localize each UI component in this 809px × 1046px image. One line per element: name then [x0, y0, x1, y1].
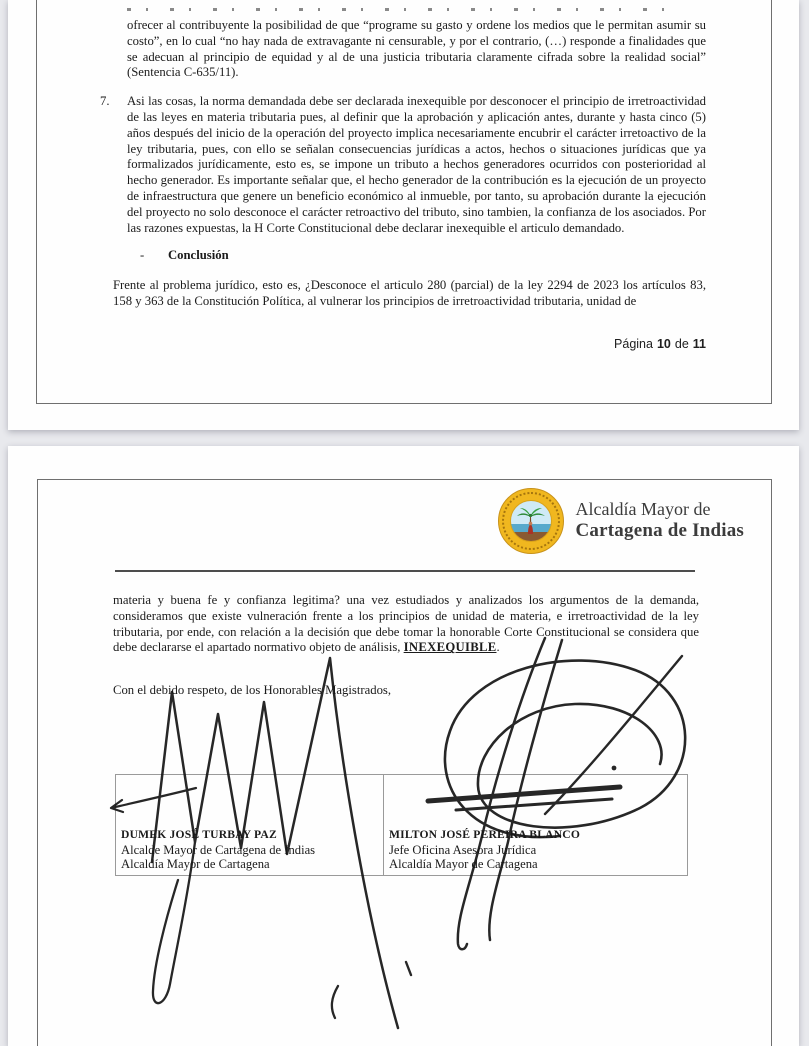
body-text-before: materia y buena fe y confianza legitima? una vez estudiados y analizados los argumentos de la demanda, consideramos que existe vulneración frente a los principios de unidad de materia, e irretroactividad de la ley tributaria, por ende, con relación a la decisión que debe tomar la honorable Corte Constitucional se considera que debe declararse el apartado normativo objeto de análisis,: [113, 593, 699, 655]
signatory-title: Alcalde Mayor de Cartagena de Indias: [121, 842, 316, 857]
body-paragraph: [113, 593, 699, 656]
body-text-after: .: [496, 640, 500, 655]
signatory-name: MILTON JOSÉ PEREIRA BLANCO: [389, 828, 581, 842]
seal-palm-illustration: [511, 501, 551, 541]
cartagena-seal-icon: [498, 488, 564, 554]
page-footer-label: Página: [614, 336, 653, 351]
cut-off-text-remnant: [127, 8, 666, 11]
seal-inner-scene: [510, 500, 552, 542]
signatory-name: DUMEK JOSÉ TURBAY PAZ: [121, 828, 277, 842]
frente-paragraph: Frente al problema jurídico, esto es, ¿Desconoce el articulo 280 (parcial) de la ley 2294 de 2023 los artículos 83, 158 y 363 de la Constitución Política, al vulnerar los principios de irretroactividad tributaria, unidad de: [113, 278, 706, 308]
conclusion-heading: [100, 248, 706, 264]
org-name-line2: Cartagena de Indias: [575, 520, 744, 542]
signatory-org: Alcaldía Mayor de Cartagena: [121, 857, 270, 872]
signatory-title: Jefe Oficina Asesora Jurídica: [389, 842, 537, 857]
org-name-line1: Alcaldía Mayor de: [575, 499, 711, 520]
current-page-number: 10: [656, 336, 671, 351]
signatory-cell-dumek: [116, 775, 383, 875]
numbered-item-7: [100, 94, 706, 236]
quote-paragraph: ofrecer al contribuyente la posibilidad de que “programe su gasto y ordene los medios que le permitan asumir su costo”, en lo cual “no hay nada de extravagante ni censurable, y por el contrario, (…) responde a finalidades que se adecuan al principio de equidad y al de una justicia tributaria claramente cifrada sobre la realidad social” (Sentencia C-635/11).: [127, 18, 706, 80]
org-name: [576, 499, 744, 543]
page-11-content: [100, 446, 744, 1046]
page-11-card: [8, 446, 799, 1046]
item-7-number: 7.: [100, 94, 110, 109]
conclusion-label: Conclusión: [168, 248, 229, 263]
salutation-line: Con el debido respeto, de los Honorables Magistrados,: [113, 683, 392, 697]
page-footer-of: de: [674, 336, 689, 351]
signatory-cell-milton: [383, 775, 687, 875]
inexequible-emphasis: INEXEQUIBLE: [403, 640, 497, 655]
page-footer: [100, 337, 706, 353]
page-10-card: [8, 0, 799, 430]
signature-table: [115, 774, 688, 876]
header-divider-rule: [115, 570, 695, 572]
institution-header: [498, 488, 744, 554]
item-7-text: Asi las cosas, la norma demandada debe ser declarada inexequible por desconocer el principio de irretroactividad de las leyes en materia tributaria pues, al definir que la aprobación y aplicación antes, durante y hasta cinco (5) años después del inicio de la operación del proyecto implica necesariamente encubrir el carácter irretoactivo de la ley tributaria, pues, con ello se señalan consecuencias jurídicas a actos, hechos o situaciones jurídicas que ya formalizados jurídicamente, esto es, se impone un tributo a hechos generadores ocurridos con posterioridad al hecho generador. Es importante señalar que, el hecho generador de la contribución es la ejecución de un proyecto de infraestructura que genere un beneficio económico al inmueble, por tanto, su aprobación durante la ejecución del proyecto no solo desconoce el carácter retroactivo del tributo, sino tambien, la confianza de los asociados. Por las razones expuestas, la H Corte Constitucional debe declarar inexequible el articulo demandado.: [127, 94, 706, 235]
conclusion-dash: -: [140, 248, 145, 263]
page-10-content: [100, 8, 706, 353]
signatory-org: Alcaldía Mayor de Cartagena: [389, 857, 538, 872]
total-page-number: 11: [692, 336, 706, 351]
